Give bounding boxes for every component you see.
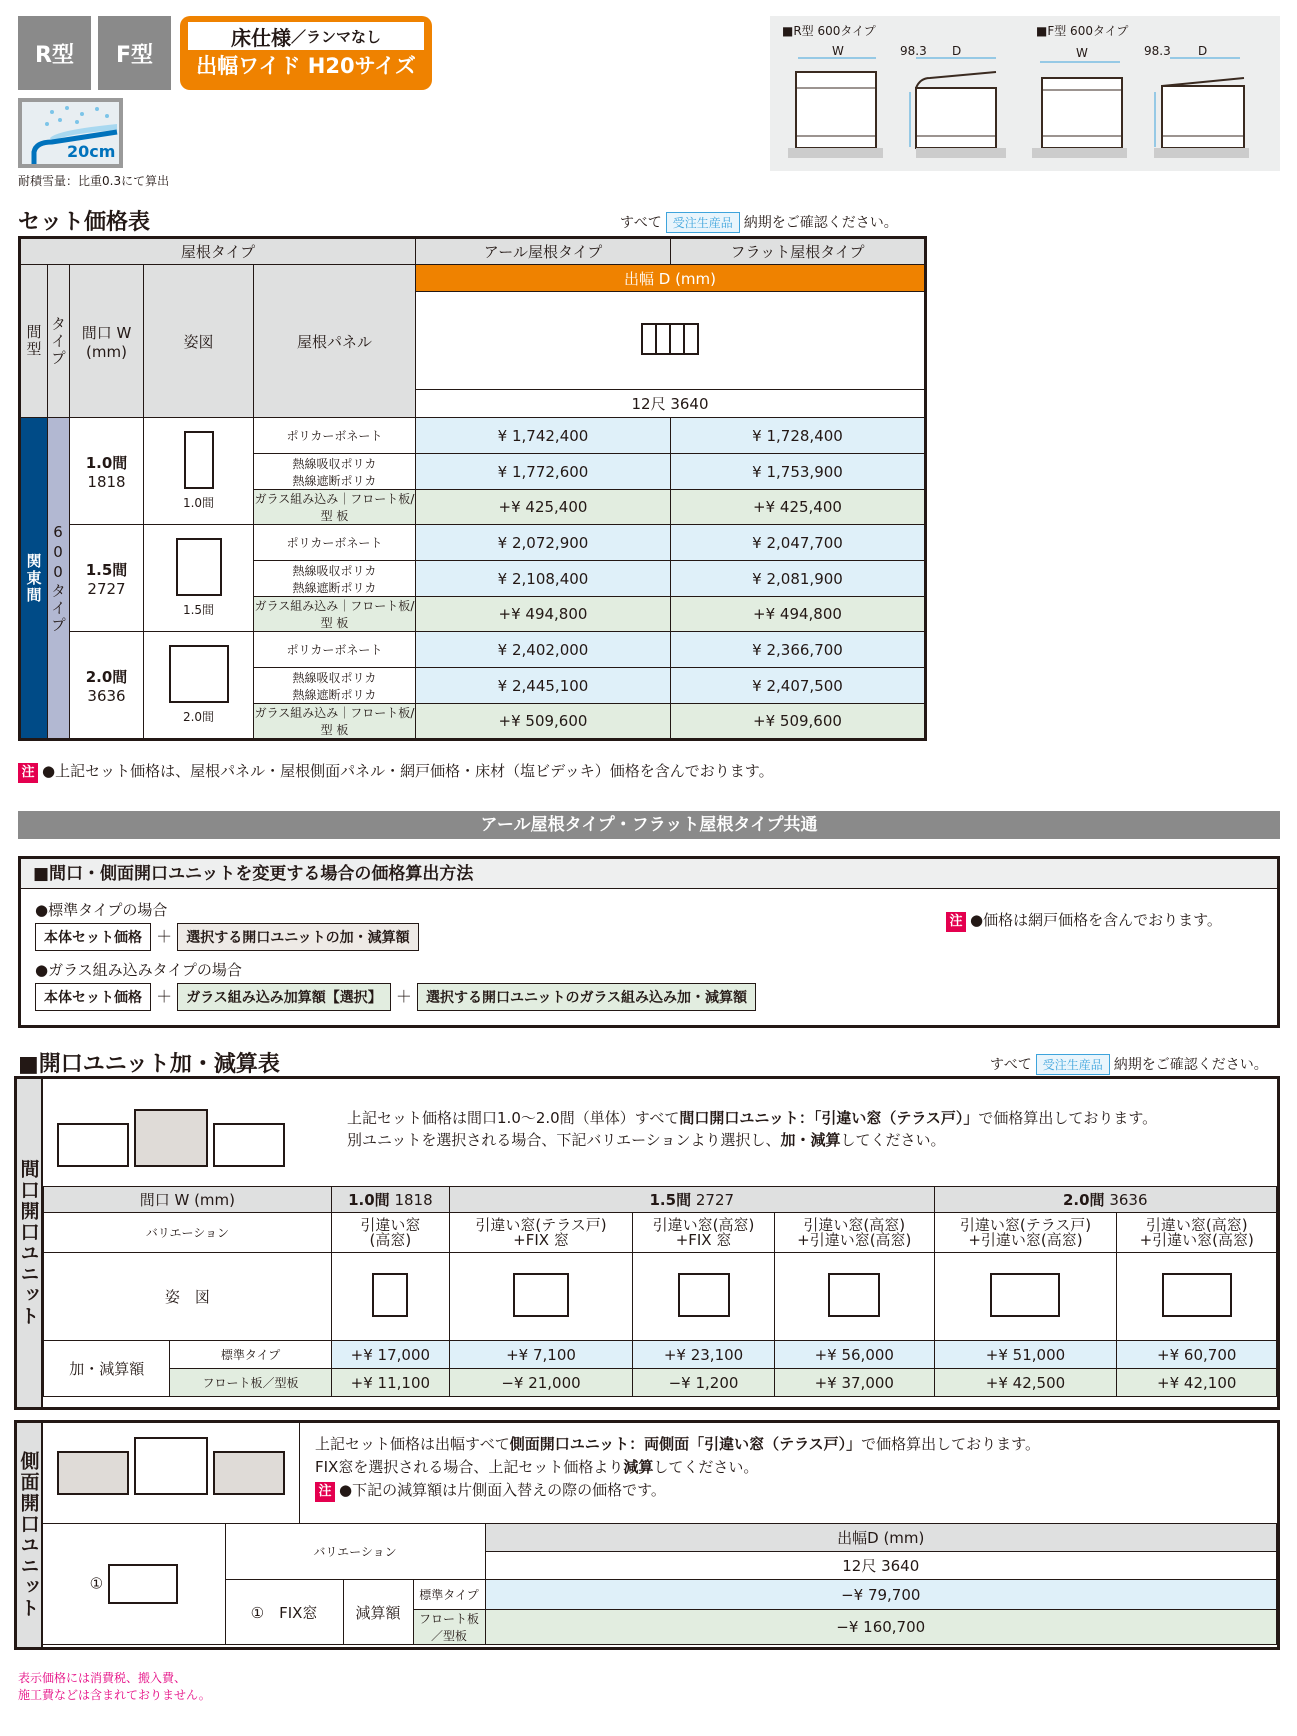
window-figure <box>934 1253 1117 1341</box>
unit-add-box: 選択する開口ユニットの加・減算額 <box>177 923 418 951</box>
order-notice: すべて 受注生産品 納期をご確認ください。 <box>620 212 898 233</box>
side-unit-illustration <box>57 1437 285 1499</box>
snow-depth-label: 20cm <box>67 142 116 161</box>
r-depth-label: D <box>952 44 962 58</box>
glass-add-box: ガラス組み込み加算額【選択】 <box>177 983 391 1011</box>
window-figure <box>632 1253 774 1341</box>
r-roof-header: アール屋根タイプ <box>416 238 671 265</box>
r-width-label: W <box>832 44 844 58</box>
made-to-order-tag: 受注生産品 <box>666 212 740 233</box>
window-figure <box>1117 1253 1277 1341</box>
front-unit-desc: 上記セット価格は間口1.0〜2.0間（単体）すべて間口開口ユニット：「引違い窓（テラス戸）」で価格算出しております。 別ユニットを選択される場合、下記バリエーションより選択し、加・減算してください。 <box>347 1109 1158 1149</box>
unit-order-notice: すべて 受注生産品 納期をご確認ください。 <box>990 1054 1268 1075</box>
window-figure <box>331 1253 449 1341</box>
roof-figure-icon <box>416 292 926 390</box>
kanto-ma-label: 関東間 <box>20 418 48 740</box>
r-diagram-title: ■R型 600タイプ <box>782 24 876 38</box>
set-price-table: 屋根タイプ アール屋根タイプ フラット屋根タイプ 間型 タイプ 間口 W (mm) 姿図 屋根パネル 出幅 D (mm) 12尺 3640 関東間 600タイプ 1.0間 1818 1.0間 ポリカーボネート ¥ 1,742,400 ¥ 1,728,400 熱線吸収ポリカ 熱線遮断ポリカ ¥ 1,772,600 ¥ 1,753,900 ガラス組み込み｜フロート板/型 板 +¥ 425,400 +¥ 425,400 1.5間 2727 1.5間 ポリカーボネート ¥ 2,072,900 ¥ 2,047,700 熱線吸収ポリカ 熱線遮断ポリカ ¥ 2,108,400 ¥ 2,081,900 ガラス組み込み｜フロート板/型 板 +¥ 494,800 +¥ 494,800 2.0間 3636 2.0間 ポリカーボネート ¥ 2,402,000 ¥ 2,366,700 熱線吸収ポリカ 熱線遮断ポリカ ¥ 2,445,100 ¥ 2,407,500 ガラス組み込み｜フロート板/型 板 +¥ 509,600 +¥ 509,600 <box>18 236 927 741</box>
front-unit-label: 間口開口ユニット <box>17 1079 43 1407</box>
window-figure <box>775 1253 934 1341</box>
side-unit-desc: 上記セット価格は出幅すべて側面開口ユニット：両側面「引違い窓（テラス戸）」で価格算出しております。 FIX窓を選択される場合、上記セット価格より減算してください。 注 ●下記の減算額は片側面入替えの際の価格です。 <box>315 1433 1040 1502</box>
spec-subtitle: ／ランマなし <box>290 27 381 46</box>
unit-table-title: ■開口ユニット加・減算表 <box>18 1052 280 1077</box>
glass-unit-add-box: 選択する開口ユニットのガラス組み込み加・減算額 <box>417 983 756 1011</box>
type-600-label: 600タイプ <box>48 418 70 740</box>
figure-1-5: 1.5間 <box>144 525 254 632</box>
glass-type-heading: ●ガラス組み込みタイプの場合 <box>35 961 242 979</box>
tax-disclaimer: 表示価格には消費税、搬入費、 施工費などは含まれておりません。 <box>18 1671 211 1702</box>
r-offset-label: 98.3 <box>900 44 927 58</box>
figure-1-0: 1.0間 <box>144 418 254 525</box>
figure-2-0: 2.0間 <box>144 632 254 740</box>
front-unit-illustration <box>57 1109 285 1171</box>
f-depth-label: D <box>1198 44 1208 58</box>
set-price-title: セット価格表 <box>18 210 151 235</box>
r-type-badge: R型 <box>18 16 91 90</box>
snow-note: 耐積雪量：比重0.3にて算出 <box>18 174 170 188</box>
f-offset-label: 98.3 <box>1144 44 1171 58</box>
calc-note: 注 ●価格は網戸価格を含んでおります。 <box>946 909 1222 932</box>
spec-title: 床仕様 <box>230 25 291 50</box>
f-diagram-title: ■F型 600タイプ <box>1036 24 1129 38</box>
f-width-label: W <box>1076 46 1088 60</box>
side-unit-box <box>14 1420 1280 1650</box>
spec-badge <box>180 16 432 90</box>
side-std-price: −¥ 79,700 <box>485 1580 1277 1610</box>
depth-header: 出幅 D (mm) <box>416 265 926 292</box>
side-unit-table: ① バリエーション 出幅D (mm) 12尺 3640 ① FIX窓 減算額 標準タイプ −¥ 79,700 フロート板／型板 −¥ 160,700 <box>43 1523 1277 1645</box>
depth-value: 12尺 3640 <box>416 390 926 418</box>
front-unit-box <box>14 1076 1280 1410</box>
f-type-badge: F型 <box>98 16 171 90</box>
side-float-price: −¥ 160,700 <box>485 1610 1277 1645</box>
set-price-note: 注 ●上記セット価格は、屋根パネル・屋根側面パネル・網戸価格・床材（塩ビデッキ）価格を含んでおります。 <box>18 760 774 783</box>
std-type-heading: ●標準タイプの場合 <box>35 901 168 919</box>
f-roof-header: フラット屋根タイプ <box>671 238 926 265</box>
base-price-box: 本体セット価格 <box>35 923 151 951</box>
dimension-diagrams <box>770 16 1280 171</box>
side-unit-label: 側面開口ユニット <box>17 1423 43 1647</box>
window-figure <box>450 1253 633 1341</box>
spec-size: 出幅ワイド H20サイズ <box>196 54 416 78</box>
calc-method-box: ■間口・側面開口ユニットを変更する場合の価格算出方法 ●標準タイプの場合 本体セット価格 ＋ 選択する開口ユニットの加・減算額 ●ガラス組み込みタイプの場合 本体セット価格 ＋ ガラス組み込み加算額【選択】 ＋ 選択する開口ユニットのガラス組み込み加・減算額 注 ●価格は網戸価格を含んでおります。 <box>18 856 1280 1028</box>
snow-load-icon <box>18 98 123 168</box>
calc-title: ■間口・側面開口ユニットを変更する場合の価格算出方法 <box>21 859 1277 889</box>
front-unit-table: 間口 W (mm) 1.0間 1818 1.5間 2727 2.0間 3636 バリエーション 引違い窓 (高窓) 引違い窓(テラス戸) +FIX 窓 引違い窓(高窓) +FIX 窓 引違い窓(高窓) +引違い窓(高窓) 引違い窓(テラス戸) +引違い窓(高窓) 引違い窓(高窓) +引違い窓(高窓) 姿 図 加・減算額 標準タイプ +¥ 17,000 +¥ 7,100 +¥ 23,100 +¥ 56,000 +¥ 51,000 +¥ 60,700 フロート板／型板 +¥ 11,100 −¥ 21,000 −¥ 1,200 +¥ 37,000 +¥ 42,500 +¥ 42,100 <box>43 1186 1277 1397</box>
common-banner: アール屋根タイプ・フラット屋根タイプ共通 <box>18 811 1280 839</box>
elevation-drawing <box>770 16 1280 171</box>
